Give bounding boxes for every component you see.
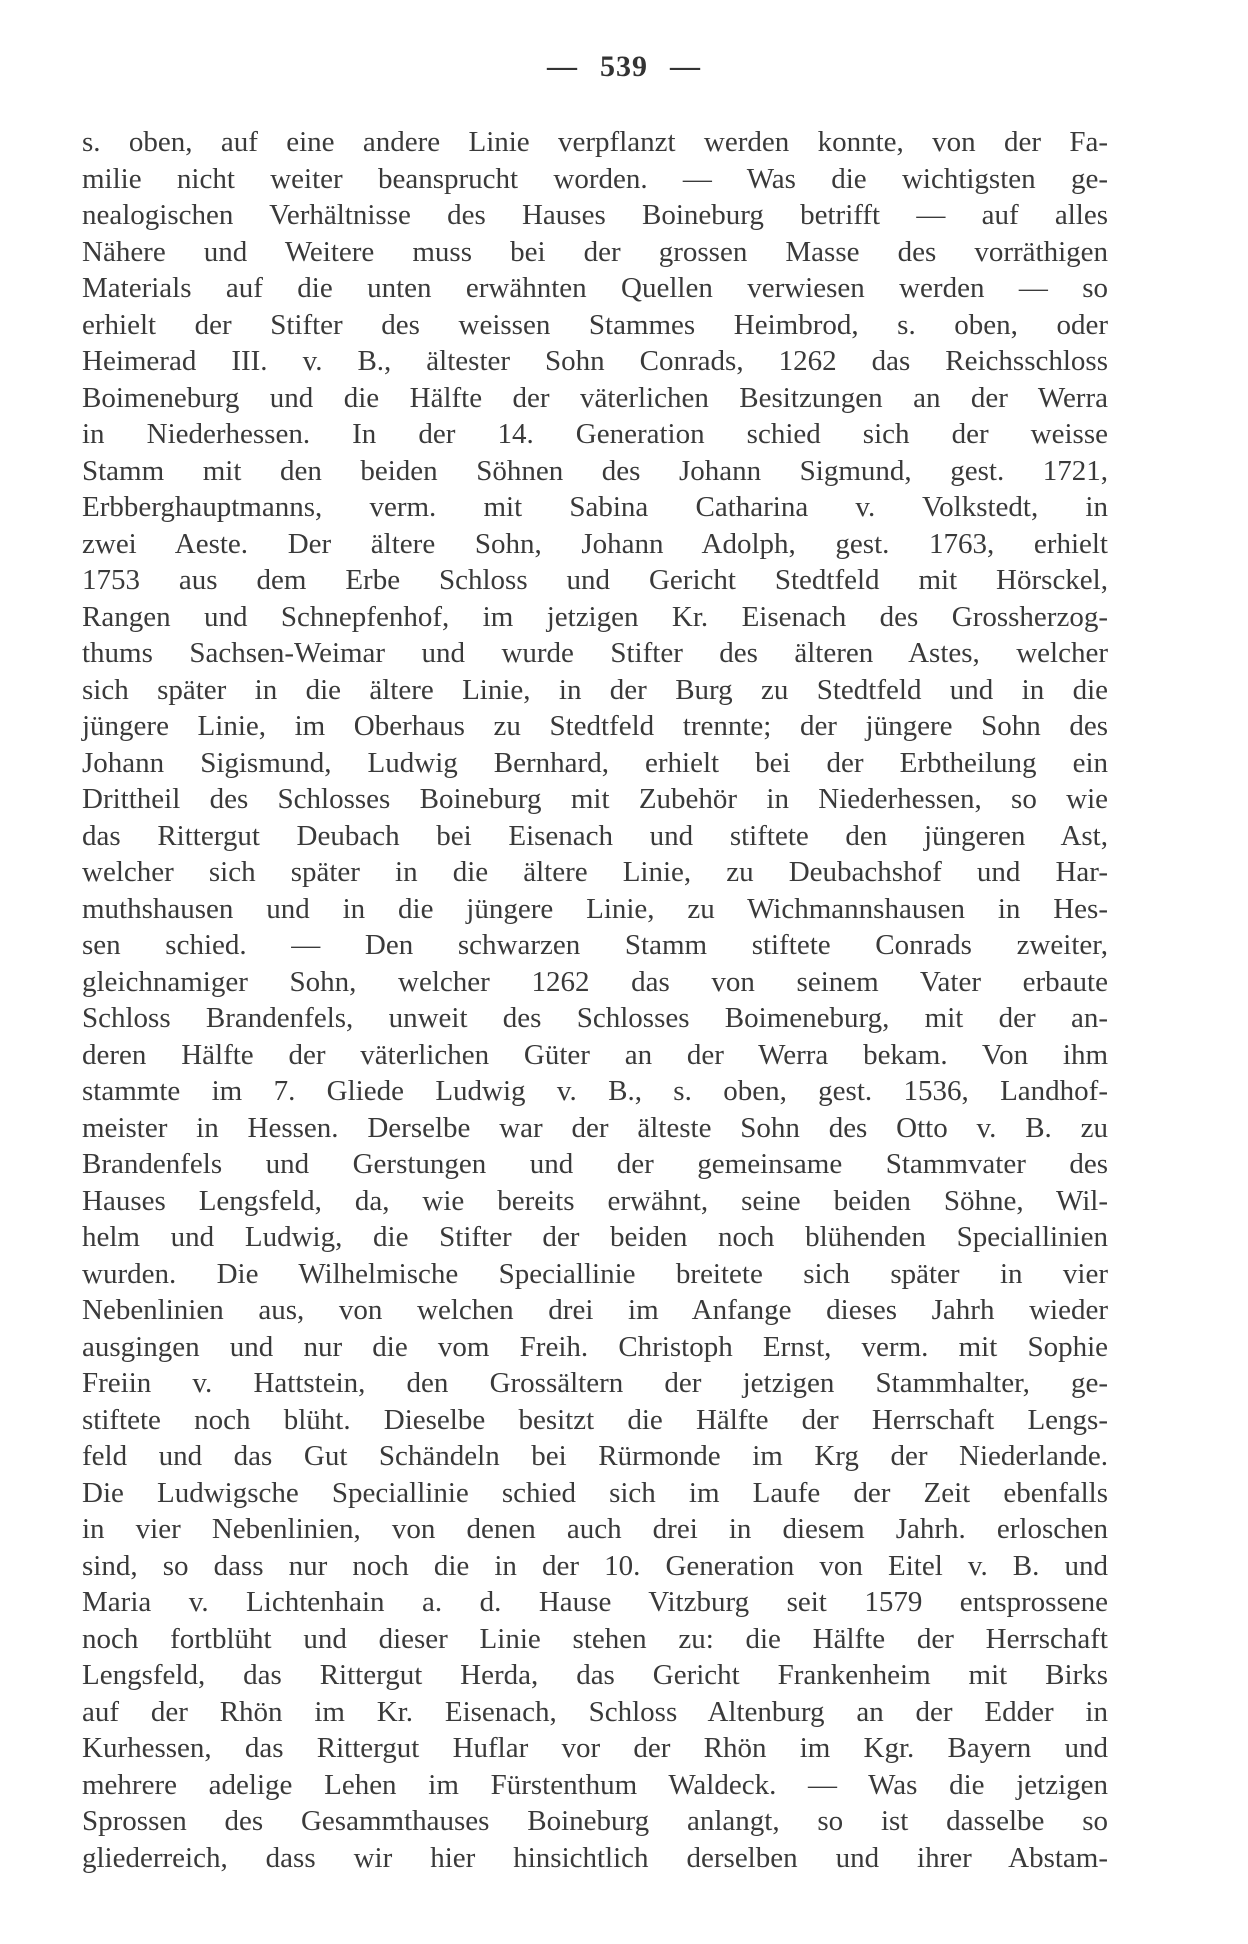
text-line: in Niederhessen. In der 14. Generation schied sich der weisse — [82, 418, 1108, 450]
text-line: Nebenlinien aus, von welchen drei im Anfange dieses Jahrh wieder — [82, 1294, 1108, 1326]
text-line: deren Hälfte der väterlichen Güter an der Werra bekam. Von ihm — [82, 1038, 1108, 1071]
text-line: Heimerad III. v. B., ältester Sohn Conrads, 1262 das Reichsschloss — [82, 345, 1108, 377]
text-line: sind, so dass nur noch die in der 10. Generation von Eitel v. B. und — [82, 1549, 1108, 1582]
text-line: Boimeneburg und die Hälfte der väterlichen Besitzungen an der Werra — [82, 381, 1108, 414]
dash: — — [670, 50, 701, 83]
page-number-value: 539 — [600, 50, 648, 83]
text-line: sich später in die ältere Linie, in der Burg zu Stedtfeld und in die — [82, 673, 1108, 706]
text-line: Drittheil des Schlosses Boineburg mit Zubehör in Niederhessen, so wie — [82, 783, 1108, 815]
text-line: erhielt der Stifter des weissen Stammes Heimbrod, s. oben, oder — [82, 308, 1108, 341]
text-line: Brandenfels und Gerstungen und der gemeinsame Stammvater des — [82, 1148, 1108, 1180]
text-line: Schloss Brandenfels, unweit des Schlosses Boimeneburg, mit der an- — [82, 1002, 1108, 1034]
page-number — [0, 50, 1248, 84]
body-text — [82, 124, 1108, 1876]
text-line: Die Ludwigsche Speciallinie schied sich im Laufe der Zeit ebenfalls — [82, 1476, 1108, 1509]
text-line: helm und Ludwig, die Stifter der beiden noch blühenden Speciallinien — [82, 1221, 1108, 1253]
text-line: auf der Rhön im Kr. Eisenach, Schloss Altenburg an der Edder in — [82, 1695, 1108, 1728]
text-line: noch fortblüht und dieser Linie stehen zu: die Hälfte der Herrschaft — [82, 1622, 1108, 1655]
text-line: 1753 aus dem Erbe Schloss und Gericht Stedtfeld mit Hörsckel, — [82, 564, 1108, 596]
text-line: thums Sachsen-Weimar und wurde Stifter des älteren Astes, welcher — [82, 637, 1108, 669]
text-line: Nähere und Weitere muss bei der grossen Masse des vorräthigen — [82, 235, 1108, 268]
text-line: feld und das Gut Schändeln bei Rürmonde im Krg der Niederlande. — [82, 1440, 1108, 1472]
text-line: nealogischen Verhältnisse des Hauses Boineburg betrifft — auf alles — [82, 199, 1108, 231]
text-line: Kurhessen, das Rittergut Huflar vor der Rhön im Kgr. Bayern und — [82, 1732, 1108, 1764]
text-line: Hauses Lengsfeld, da, wie bereits erwähnt, seine beiden Söhne, Wil- — [82, 1184, 1108, 1217]
text-line: stiftete noch blüht. Dieselbe besitzt die Hälfte der Herrschaft Lengs- — [82, 1403, 1108, 1436]
text-line: ausgingen und nur die vom Freih. Christoph Ernst, verm. mit Sophie — [82, 1330, 1108, 1363]
text-line: welcher sich später in die ältere Linie, zu Deubachshof und Har- — [82, 856, 1108, 888]
text-line: zwei Aeste. Der ältere Sohn, Johann Adolph, gest. 1763, erhielt — [82, 527, 1108, 560]
text-line: in vier Nebenlinien, von denen auch drei in diesem Jahrh. erloschen — [82, 1513, 1108, 1545]
text-line: stammte im 7. Gliede Ludwig v. B., s. oben, gest. 1536, Landhof- — [82, 1075, 1108, 1107]
text-line: muthshausen und in die jüngere Linie, zu Wichmannshausen in Hes- — [82, 892, 1108, 925]
text-line: mehrere adelige Lehen im Fürstenthum Waldeck. — Was die jetzigen — [82, 1768, 1108, 1801]
text-line: jüngere Linie, im Oberhaus zu Stedtfeld trennte; der jüngere Sohn des — [82, 710, 1108, 742]
text-line: das Rittergut Deubach bei Eisenach und stiftete den jüngeren Ast, — [82, 819, 1108, 852]
text-line: Sprossen des Gesammthauses Boineburg anlangt, so ist dasselbe so — [82, 1805, 1108, 1837]
text-line: s. oben, auf eine andere Linie verpflanzt werden konnte, von der Fa- — [82, 126, 1108, 158]
text-line: Rangen und Schnepfenhof, im jetzigen Kr. Eisenach des Grossherzog- — [82, 600, 1108, 633]
text-line: Freiin v. Hattstein, den Grossältern der jetzigen Stammhalter, ge- — [82, 1367, 1108, 1399]
text-line: gleichnamiger Sohn, welcher 1262 das von seinem Vater erbaute — [82, 965, 1108, 998]
text-line: Maria v. Lichtenhain a. d. Hause Vitzburg seit 1579 entsprossene — [82, 1586, 1108, 1618]
text-line: wurden. Die Wilhelmische Speciallinie breitete sich später in vier — [82, 1257, 1108, 1290]
text-line: Lengsfeld, das Rittergut Herda, das Gericht Frankenheim mit Birks — [82, 1659, 1108, 1691]
text-line: Johann Sigismund, Ludwig Bernhard, erhielt bei der Erbtheilung ein — [82, 746, 1108, 779]
dash: — — [547, 50, 578, 83]
text-line: gliederreich, dass wir hier hinsichtlich derselben und ihrer Abstam- — [82, 1841, 1108, 1874]
text-line: meister in Hessen. Derselbe war der älteste Sohn des Otto v. B. zu — [82, 1111, 1108, 1144]
text-line: sen schied. — Den schwarzen Stamm stiftete Conrads zweiter, — [82, 929, 1108, 961]
text-line: milie nicht weiter beansprucht worden. — Was die wichtigsten ge- — [82, 162, 1108, 195]
text-line: Materials auf die unten erwähnten Quellen verwiesen werden — so — [82, 272, 1108, 304]
text-line: Stamm mit den beiden Söhnen des Johann Sigmund, gest. 1721, — [82, 454, 1108, 487]
text-line: Erbberghauptmanns, verm. mit Sabina Catharina v. Volkstedt, in — [82, 491, 1108, 523]
